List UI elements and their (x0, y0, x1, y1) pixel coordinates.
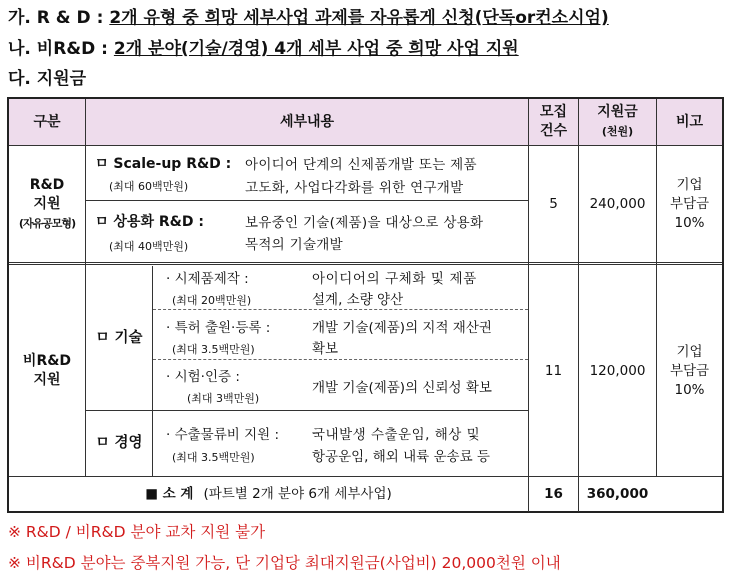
nonrnd-item-desc-line1: 국내발생 수출운임, 해상 및 (312, 427, 481, 443)
intro-line-funding: 다. 지원금 (8, 69, 87, 89)
intro-rnd-label: 가. R & D : (8, 8, 104, 28)
nonrnd-item-name: · 특허 출원·등록 : (166, 320, 271, 336)
intro-line-rnd (8, 3, 609, 28)
rnd-remark (657, 146, 722, 262)
nonrnd-item-limit: (최대 3.5백만원) (172, 343, 255, 356)
nonrnd-tech-label: ㅁ 기술 (95, 329, 143, 346)
nonrnd-item-limit: (최대 20백만원) (172, 294, 252, 307)
nonrnd-remark-line3: 10% (674, 381, 705, 398)
rnd-amount: 240,000 (589, 195, 646, 212)
header-count (529, 99, 578, 145)
grid-line (152, 266, 153, 476)
header-details: 세부내용 (86, 99, 528, 145)
nonrnd-item-desc-line2: 확보 (312, 341, 339, 357)
nonrnd-remark-line2: 부담금 (669, 362, 710, 379)
dashed-divider (153, 309, 528, 310)
header-category: 구분 (9, 99, 85, 145)
nonrnd-item-desc-line1: 개발 기술(제품)의 신뢰성 확보 (312, 380, 492, 396)
nonrnd-item-name: · 수출물류비 지원 : (166, 427, 280, 443)
rnd-item-name: ㅁ Scale-up R&D : (95, 156, 232, 172)
rnd-item-name: ㅁ 상용화 R&D : (95, 214, 204, 230)
total-row-label (9, 477, 528, 512)
rnd-item-limit: (최대 60백만원) (109, 180, 189, 193)
nonrnd-category-line1: 비R&D (22, 353, 72, 369)
nonrnd-item-desc-line2: 항공운임, 해외 내륙 운송료 등 (312, 449, 490, 465)
total-desc: (파트별 2개 분야 6개 세부사업) (203, 486, 392, 502)
total-count: 16 (544, 486, 563, 502)
total-amount: 360,000 (586, 486, 649, 502)
nonrnd-category-line2: 지원 (33, 372, 61, 388)
nonrnd-item-name: · 시제품제작 : (166, 271, 249, 287)
nonrnd-count: 11 (544, 362, 563, 379)
header-remark: 비고 (657, 99, 722, 145)
nonrnd-remark (657, 266, 722, 476)
nonrnd-amount: 120,000 (589, 362, 646, 379)
rnd-category-line1: R&D (29, 176, 65, 193)
header-count-line1: 모집 (539, 104, 568, 120)
rnd-category-line3: (자유공모형) (18, 216, 76, 230)
rnd-item-desc-line1: 보유중인 기술(제품)을 대상으로 상용화 (245, 215, 484, 231)
rnd-item-desc-line1: 아이디어 단계의 신제품개발 또는 제품 (245, 157, 477, 173)
nonrnd-item-name: · 시험·인증 : (166, 369, 240, 385)
rnd-category (9, 146, 85, 262)
nonrnd-remark-line1: 기업 (676, 343, 703, 360)
rnd-remark-line3: 10% (674, 214, 705, 231)
intro-rnd-text: 2개 유형 중 희망 세부사업 과제를 자유롭게 신청(단독or컨소시엄) (109, 8, 609, 28)
rnd-remark-line2: 부담금 (669, 195, 710, 212)
section-divider (9, 262, 722, 265)
intro-nonrnd-label: 나. 비R&D : (8, 39, 108, 59)
rnd-remark-line1: 기업 (676, 176, 703, 193)
dashed-divider (153, 359, 528, 360)
grid-line (86, 200, 528, 201)
rnd-item-desc-line2: 목적의 기술개발 (245, 237, 343, 253)
note-cross-apply: ※ R&D / 비R&D 분야 교차 지원 불가 (8, 523, 266, 541)
rnd-count: 5 (549, 195, 558, 212)
support-table (7, 97, 724, 513)
grid-line (86, 410, 528, 411)
intro-line-nonrnd (8, 34, 519, 59)
nonrnd-item-limit: (최대 3.5백만원) (172, 451, 255, 464)
nonrnd-item-limit: (최대 3백만원) (187, 392, 260, 405)
rnd-item-desc-line2: 고도화, 사업다각화를 위한 연구개발 (245, 180, 464, 196)
nonrnd-item-desc-line1: 아이디어의 구체화 및 제품 (312, 271, 477, 287)
nonrnd-mgmt-label: ㅁ 경영 (95, 435, 143, 451)
rnd-item-limit: (최대 40백만원) (109, 240, 189, 253)
total-label: ■ 소 계 (145, 486, 194, 502)
header-amount (579, 99, 656, 145)
header-count-line2: 건수 (539, 123, 568, 139)
intro-nonrnd-text: 2개 분야(기술/경영) 4개 세부 사업 중 희망 사업 지원 (113, 39, 519, 59)
header-amount-line1: 지원금 (597, 104, 638, 120)
nonrnd-item-desc-line2: 설계, 소량 양산 (312, 292, 404, 308)
nonrnd-category (9, 266, 85, 476)
header-amount-line2: (천원) (601, 125, 634, 138)
note-duplicate-apply: ※ 비R&D 분야는 중복지원 가능, 단 기업당 최대지원금(사업비) 20,000천원 이내 (8, 554, 561, 572)
nonrnd-item-desc-line1: 개발 기술(제품)의 지적 재산권 (312, 320, 492, 336)
rnd-category-line2: 지원 (33, 195, 61, 212)
